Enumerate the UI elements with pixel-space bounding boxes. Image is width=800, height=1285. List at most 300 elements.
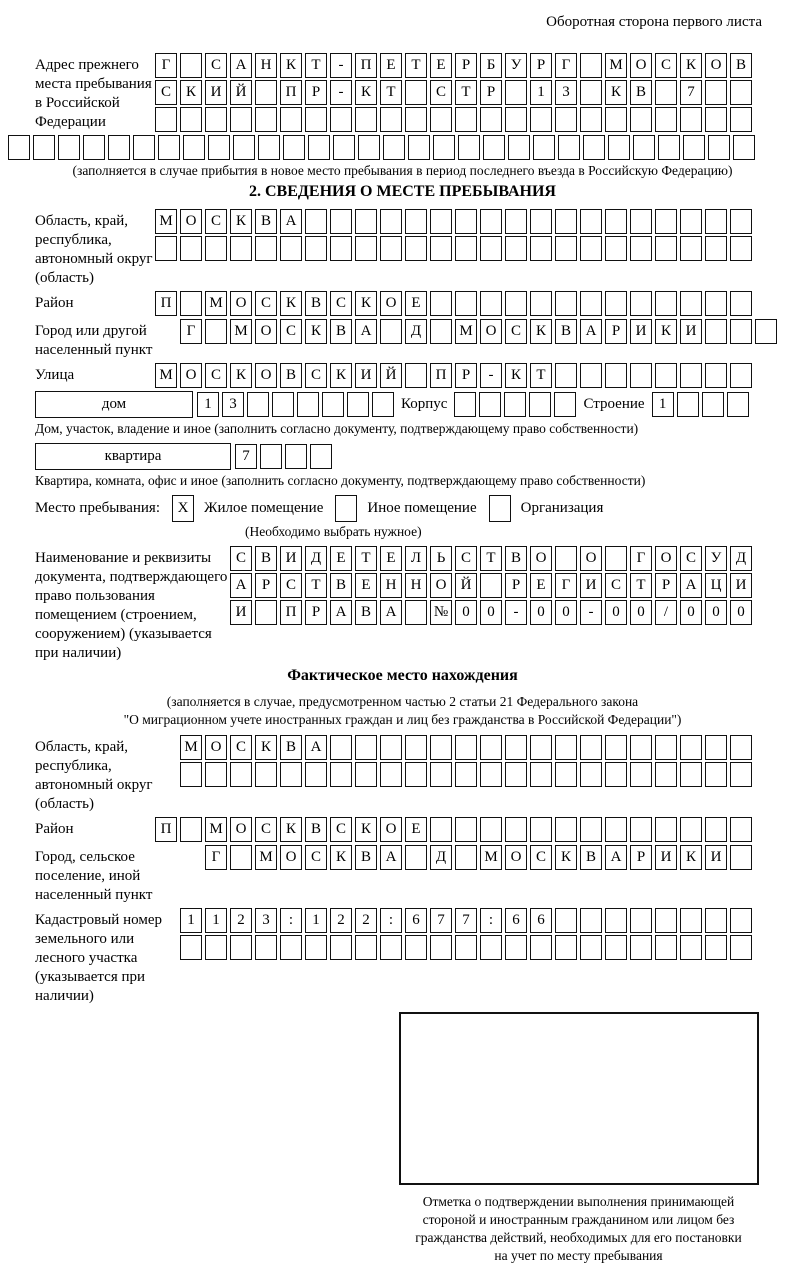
char-cell[interactable] [260,444,282,469]
char-cell[interactable]: Р [630,845,652,870]
char-cell[interactable] [730,319,752,344]
char-cell[interactable] [305,107,327,132]
char-cell[interactable]: А [380,845,402,870]
char-cell[interactable] [83,135,105,160]
char-cell[interactable] [580,209,602,234]
char-cell[interactable]: К [305,319,327,344]
char-cell[interactable] [655,817,677,842]
char-cell[interactable] [680,935,702,960]
char-cell[interactable]: Е [430,53,452,78]
char-cell[interactable]: В [330,319,352,344]
char-cell[interactable] [505,762,527,787]
char-cell[interactable]: П [155,817,177,842]
char-cell[interactable] [247,392,269,417]
char-cell[interactable]: Е [530,573,552,598]
char-cell[interactable] [655,935,677,960]
char-cell[interactable]: К [355,817,377,842]
char-cell[interactable] [680,209,702,234]
char-cell[interactable]: А [280,209,302,234]
char-cell[interactable] [605,735,627,760]
char-cell[interactable] [630,291,652,316]
char-cell[interactable] [702,392,724,417]
char-cell[interactable]: 1 [180,908,202,933]
char-cell[interactable] [372,392,394,417]
char-cell[interactable] [658,135,680,160]
char-cell[interactable] [480,209,502,234]
char-cell[interactable] [730,236,752,261]
char-cell[interactable] [580,817,602,842]
char-cell[interactable]: 7 [430,908,452,933]
char-cell[interactable] [680,762,702,787]
char-cell[interactable]: О [280,845,302,870]
char-cell[interactable]: К [555,845,577,870]
char-cell[interactable] [580,908,602,933]
char-cell[interactable]: П [280,600,302,625]
char-cell[interactable] [405,236,427,261]
char-cell[interactable] [255,107,277,132]
char-cell[interactable]: Г [155,53,177,78]
char-cell[interactable] [555,363,577,388]
char-cell[interactable] [285,444,307,469]
char-cell[interactable]: - [580,600,602,625]
char-cell[interactable]: 2 [355,908,377,933]
char-cell[interactable] [322,392,344,417]
char-cell[interactable]: П [155,291,177,316]
char-cell[interactable]: / [655,600,677,625]
char-cell[interactable] [530,817,552,842]
char-cell[interactable]: М [480,845,502,870]
char-cell[interactable] [108,135,130,160]
char-cell[interactable]: - [330,53,352,78]
char-cell[interactable] [430,762,452,787]
char-cell[interactable] [605,935,627,960]
char-cell[interactable] [255,600,277,625]
char-cell[interactable] [680,291,702,316]
char-cell[interactable]: И [580,573,602,598]
char-cell[interactable] [630,363,652,388]
char-cell[interactable]: К [505,363,527,388]
char-cell[interactable] [455,291,477,316]
char-cell[interactable] [605,236,627,261]
char-cell[interactable] [680,236,702,261]
char-cell[interactable]: С [680,546,702,571]
char-cell[interactable]: - [505,600,527,625]
char-cell[interactable]: 7 [235,444,257,469]
char-cell[interactable]: У [705,546,727,571]
char-cell[interactable] [205,107,227,132]
char-cell[interactable] [430,209,452,234]
char-cell[interactable] [355,236,377,261]
char-cell[interactable] [480,107,502,132]
char-cell[interactable]: Д [305,546,327,571]
char-cell[interactable]: Й [230,80,252,105]
char-cell[interactable]: С [205,363,227,388]
char-cell[interactable]: 0 [630,600,652,625]
char-cell[interactable] [730,817,752,842]
char-cell[interactable]: В [355,600,377,625]
char-cell[interactable]: М [205,291,227,316]
char-cell[interactable]: И [230,600,252,625]
char-cell[interactable] [180,762,202,787]
char-cell[interactable] [358,135,380,160]
char-cell[interactable] [310,444,332,469]
char-cell[interactable]: О [655,546,677,571]
char-cell[interactable] [730,209,752,234]
char-cell[interactable] [405,935,427,960]
char-cell[interactable] [605,363,627,388]
char-cell[interactable]: 0 [680,600,702,625]
char-cell[interactable] [630,935,652,960]
char-cell[interactable]: Е [330,546,352,571]
char-cell[interactable]: О [205,735,227,760]
char-cell[interactable]: Е [380,53,402,78]
char-cell[interactable] [705,107,727,132]
char-cell[interactable] [355,935,377,960]
char-cell[interactable] [33,135,55,160]
char-cell[interactable]: 6 [405,908,427,933]
char-cell[interactable]: К [680,845,702,870]
char-cell[interactable]: В [505,546,527,571]
char-cell[interactable] [230,845,252,870]
char-cell[interactable] [755,319,777,344]
char-cell[interactable]: 0 [705,600,727,625]
char-cell[interactable]: В [580,845,602,870]
char-cell[interactable]: Т [455,80,477,105]
char-cell[interactable] [504,392,526,417]
char-cell[interactable] [730,845,752,870]
char-cell[interactable]: К [280,291,302,316]
char-cell[interactable] [380,209,402,234]
char-cell[interactable] [405,762,427,787]
char-cell[interactable] [330,209,352,234]
char-cell[interactable] [230,107,252,132]
char-cell[interactable] [583,135,605,160]
char-cell[interactable]: 0 [605,600,627,625]
apartment-type-box[interactable]: квартира [35,443,231,470]
char-cell[interactable] [305,209,327,234]
char-cell[interactable] [605,762,627,787]
char-cell[interactable]: А [580,319,602,344]
char-cell[interactable]: К [230,363,252,388]
char-cell[interactable] [705,363,727,388]
char-cell[interactable] [630,236,652,261]
char-cell[interactable] [580,762,602,787]
char-cell[interactable] [330,935,352,960]
char-cell[interactable]: 0 [555,600,577,625]
char-cell[interactable] [480,236,502,261]
char-cell[interactable]: 0 [730,600,752,625]
char-cell[interactable]: Т [630,573,652,598]
char-cell[interactable]: К [355,291,377,316]
char-cell[interactable] [533,135,555,160]
char-cell[interactable]: С [655,53,677,78]
char-cell[interactable] [455,107,477,132]
char-cell[interactable]: О [530,546,552,571]
char-cell[interactable]: Р [505,573,527,598]
char-cell[interactable] [454,392,476,417]
char-cell[interactable] [555,209,577,234]
char-cell[interactable]: В [630,80,652,105]
char-cell[interactable]: О [230,291,252,316]
char-cell[interactable] [180,817,202,842]
char-cell[interactable] [530,209,552,234]
char-cell[interactable]: Н [380,573,402,598]
char-cell[interactable] [555,236,577,261]
char-cell[interactable] [183,135,205,160]
char-cell[interactable]: : [380,908,402,933]
char-cell[interactable] [733,135,755,160]
char-cell[interactable] [708,135,730,160]
char-cell[interactable] [272,392,294,417]
char-cell[interactable] [730,935,752,960]
char-cell[interactable] [580,107,602,132]
char-cell[interactable] [255,236,277,261]
char-cell[interactable] [408,135,430,160]
char-cell[interactable]: 3 [222,392,244,417]
char-cell[interactable]: М [255,845,277,870]
char-cell[interactable]: Р [455,53,477,78]
char-cell[interactable] [529,392,551,417]
char-cell[interactable] [655,80,677,105]
char-cell[interactable] [305,762,327,787]
char-cell[interactable] [555,107,577,132]
char-cell[interactable]: С [205,53,227,78]
char-cell[interactable]: И [205,80,227,105]
char-cell[interactable]: К [355,80,377,105]
char-cell[interactable] [155,107,177,132]
char-cell[interactable]: С [505,319,527,344]
char-cell[interactable] [205,935,227,960]
char-cell[interactable] [405,107,427,132]
char-cell[interactable]: С [255,291,277,316]
char-cell[interactable] [680,735,702,760]
char-cell[interactable] [505,735,527,760]
char-cell[interactable] [730,80,752,105]
char-cell[interactable]: О [430,573,452,598]
checkbox-other-premises[interactable] [335,495,357,522]
char-cell[interactable]: Р [455,363,477,388]
char-cell[interactable]: Р [530,53,552,78]
char-cell[interactable]: 2 [230,908,252,933]
char-cell[interactable] [430,291,452,316]
char-cell[interactable] [655,363,677,388]
checkbox-residential[interactable]: X [172,495,194,522]
char-cell[interactable]: В [555,319,577,344]
char-cell[interactable] [380,735,402,760]
char-cell[interactable]: И [630,319,652,344]
char-cell[interactable] [180,107,202,132]
char-cell[interactable] [608,135,630,160]
char-cell[interactable]: А [380,600,402,625]
char-cell[interactable]: № [430,600,452,625]
char-cell[interactable]: И [355,363,377,388]
char-cell[interactable] [430,817,452,842]
char-cell[interactable]: Д [405,319,427,344]
char-cell[interactable]: А [230,573,252,598]
char-cell[interactable] [180,53,202,78]
char-cell[interactable] [655,236,677,261]
char-cell[interactable]: В [255,209,277,234]
char-cell[interactable] [480,573,502,598]
char-cell[interactable]: Е [380,546,402,571]
char-cell[interactable]: Т [355,546,377,571]
char-cell[interactable]: С [530,845,552,870]
char-cell[interactable] [705,817,727,842]
char-cell[interactable]: О [230,817,252,842]
char-cell[interactable] [330,735,352,760]
char-cell[interactable] [705,935,727,960]
char-cell[interactable] [230,762,252,787]
char-cell[interactable] [630,762,652,787]
char-cell[interactable] [355,209,377,234]
char-cell[interactable] [158,135,180,160]
char-cell[interactable] [580,291,602,316]
char-cell[interactable]: О [380,291,402,316]
char-cell[interactable]: Р [480,80,502,105]
char-cell[interactable] [280,935,302,960]
char-cell[interactable] [255,762,277,787]
char-cell[interactable]: С [280,319,302,344]
char-cell[interactable] [580,735,602,760]
char-cell[interactable]: С [605,573,627,598]
char-cell[interactable] [505,80,527,105]
char-cell[interactable]: Л [405,546,427,571]
char-cell[interactable]: Р [255,573,277,598]
char-cell[interactable] [347,392,369,417]
char-cell[interactable]: О [255,363,277,388]
char-cell[interactable] [505,209,527,234]
char-cell[interactable]: И [655,845,677,870]
char-cell[interactable] [677,392,699,417]
char-cell[interactable] [630,908,652,933]
char-cell[interactable]: А [605,845,627,870]
char-cell[interactable]: Н [255,53,277,78]
char-cell[interactable]: К [680,53,702,78]
char-cell[interactable] [630,209,652,234]
char-cell[interactable]: Ь [430,546,452,571]
char-cell[interactable]: О [255,319,277,344]
char-cell[interactable] [479,392,501,417]
char-cell[interactable] [680,107,702,132]
char-cell[interactable]: П [280,80,302,105]
char-cell[interactable]: Т [405,53,427,78]
char-cell[interactable] [458,135,480,160]
char-cell[interactable] [480,935,502,960]
char-cell[interactable] [555,762,577,787]
char-cell[interactable] [705,291,727,316]
char-cell[interactable] [405,735,427,760]
char-cell[interactable]: Г [205,845,227,870]
char-cell[interactable]: К [280,817,302,842]
char-cell[interactable] [655,908,677,933]
char-cell[interactable] [730,363,752,388]
char-cell[interactable]: В [305,817,327,842]
char-cell[interactable] [383,135,405,160]
char-cell[interactable] [58,135,80,160]
char-cell[interactable] [480,762,502,787]
char-cell[interactable] [380,236,402,261]
char-cell[interactable]: Г [555,53,577,78]
char-cell[interactable] [655,762,677,787]
char-cell[interactable] [530,762,552,787]
char-cell[interactable] [705,762,727,787]
char-cell[interactable]: С [155,80,177,105]
char-cell[interactable] [555,291,577,316]
char-cell[interactable] [605,291,627,316]
char-cell[interactable] [180,935,202,960]
char-cell[interactable]: 1 [205,908,227,933]
char-cell[interactable] [283,135,305,160]
char-cell[interactable]: И [680,319,702,344]
char-cell[interactable]: С [430,80,452,105]
char-cell[interactable] [355,107,377,132]
char-cell[interactable] [680,363,702,388]
char-cell[interactable]: С [455,546,477,571]
char-cell[interactable]: 3 [255,908,277,933]
char-cell[interactable] [580,80,602,105]
char-cell[interactable]: Т [530,363,552,388]
char-cell[interactable]: 6 [530,908,552,933]
char-cell[interactable] [705,80,727,105]
char-cell[interactable] [480,735,502,760]
char-cell[interactable]: 1 [197,392,219,417]
char-cell[interactable] [133,135,155,160]
char-cell[interactable] [258,135,280,160]
char-cell[interactable]: К [330,363,352,388]
char-cell[interactable]: В [280,363,302,388]
char-cell[interactable]: Й [380,363,402,388]
char-cell[interactable] [455,735,477,760]
char-cell[interactable]: В [355,845,377,870]
char-cell[interactable] [180,291,202,316]
char-cell[interactable]: С [205,209,227,234]
char-cell[interactable] [605,817,627,842]
char-cell[interactable] [405,80,427,105]
char-cell[interactable] [330,236,352,261]
char-cell[interactable]: Г [180,319,202,344]
char-cell[interactable]: У [505,53,527,78]
char-cell[interactable] [305,236,327,261]
char-cell[interactable] [455,209,477,234]
char-cell[interactable] [680,817,702,842]
char-cell[interactable] [705,735,727,760]
char-cell[interactable] [730,908,752,933]
char-cell[interactable] [730,291,752,316]
char-cell[interactable]: Й [455,573,477,598]
char-cell[interactable] [430,735,452,760]
char-cell[interactable]: К [605,80,627,105]
char-cell[interactable] [530,735,552,760]
char-cell[interactable] [505,935,527,960]
char-cell[interactable]: Р [655,573,677,598]
char-cell[interactable]: 0 [480,600,502,625]
char-cell[interactable] [508,135,530,160]
char-cell[interactable] [480,291,502,316]
char-cell[interactable] [580,363,602,388]
char-cell[interactable] [405,363,427,388]
char-cell[interactable]: И [705,845,727,870]
char-cell[interactable]: К [280,53,302,78]
char-cell[interactable] [455,762,477,787]
char-cell[interactable] [555,735,577,760]
char-cell[interactable]: И [280,546,302,571]
char-cell[interactable]: О [705,53,727,78]
char-cell[interactable] [205,762,227,787]
char-cell[interactable]: К [180,80,202,105]
char-cell[interactable]: П [430,363,452,388]
char-cell[interactable]: О [580,546,602,571]
char-cell[interactable]: Г [555,573,577,598]
